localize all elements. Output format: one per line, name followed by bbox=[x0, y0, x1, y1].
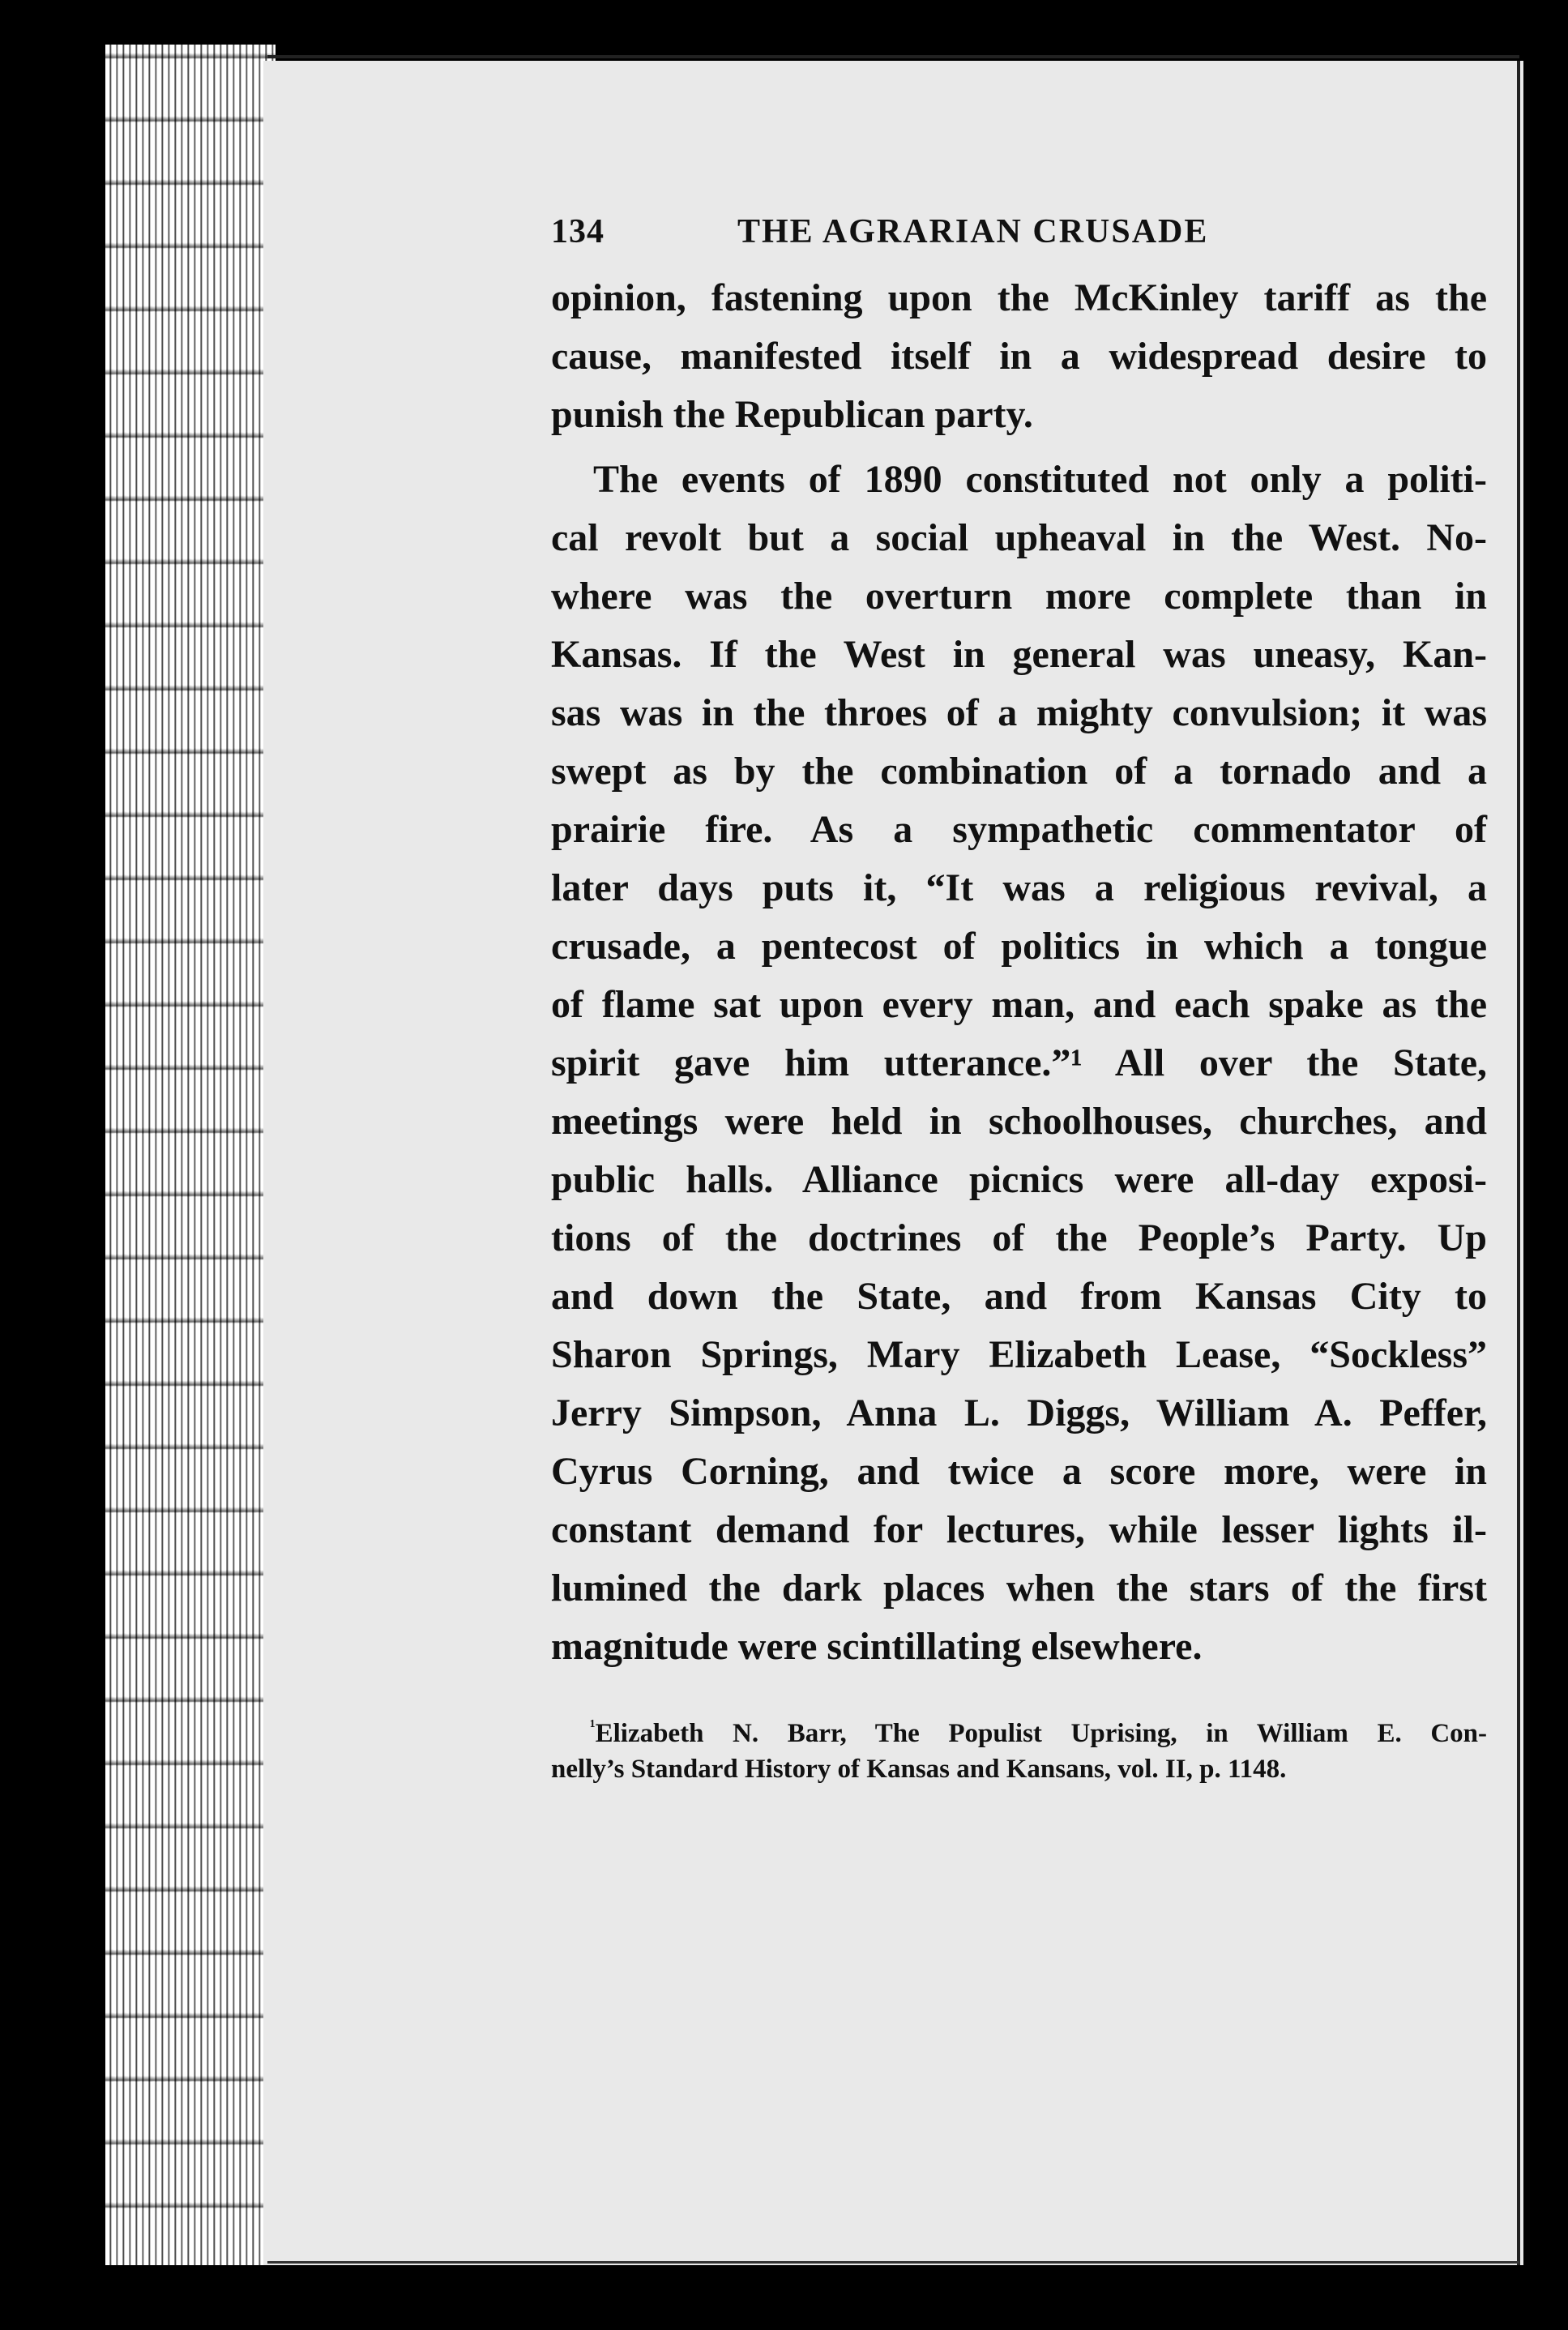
text-line: cal revolt but a social upheaval in the West. No- bbox=[551, 516, 1487, 559]
text-line: where was the overturn more complete than in bbox=[551, 575, 1487, 618]
footnote bbox=[551, 1708, 1487, 1787]
text-line: magnitude were scintillating elsewhere. bbox=[551, 1625, 1203, 1668]
text-line: prairie fire. As a sympathetic commentator of bbox=[551, 808, 1487, 851]
text-line: and down the State, and from Kansas City to bbox=[551, 1275, 1487, 1318]
text-line: Cyrus Corning, and twice a score more, were in bbox=[551, 1450, 1487, 1493]
text-line: crusade, a pentecost of politics in which a tongue bbox=[551, 925, 1487, 968]
footnote-marker: ¹ bbox=[590, 1716, 596, 1736]
text-line: swept as by the combination of a tornado and a bbox=[551, 750, 1487, 793]
text-line: cause, manifested itself in a widespread desire to bbox=[551, 335, 1487, 378]
text-line: punish the Republican party. bbox=[551, 393, 1033, 436]
running-head: THE AGRARIAN CRUSADE bbox=[737, 213, 1209, 250]
text-line: sas was in the throes of a mighty convulsion; it was bbox=[551, 691, 1487, 734]
text-line: tions of the doctrines of the People’s Party. Up bbox=[551, 1216, 1487, 1259]
page-right-border bbox=[1517, 61, 1520, 2265]
footnote-line: nelly’s Standard History of Kansas and Kansans, vol. II, p. 1148. bbox=[551, 1755, 1287, 1784]
text-line: Jerry Simpson, Anna L. Diggs, William A. Peffer, bbox=[551, 1392, 1487, 1434]
text-line: Kansas. If the West in general was uneasy, Kan- bbox=[551, 633, 1487, 676]
text-line: public halls. Alliance picnics were all-day exposi- bbox=[551, 1158, 1487, 1201]
text-line: meetings were held in schoolhouses, churches, and bbox=[551, 1100, 1487, 1143]
text-line: later days puts it, “It was a religious revival, a bbox=[551, 866, 1487, 909]
page-bottom-border bbox=[267, 2261, 1519, 2264]
book-page-edges bbox=[105, 45, 276, 2265]
footnote-text: Elizabeth N. Barr, The Populist Uprising, in William E. Con- bbox=[595, 1719, 1487, 1748]
page-top-border bbox=[267, 55, 1519, 58]
page-header bbox=[551, 212, 1487, 251]
page-text bbox=[551, 212, 1487, 1787]
footnote-line bbox=[551, 1708, 1487, 1751]
text-line: Sharon Springs, Mary Elizabeth Lease, “Sockless” bbox=[551, 1333, 1487, 1376]
text-line: constant demand for lectures, while lesser lights il- bbox=[551, 1508, 1487, 1551]
text-line: opinion, fastening upon the McKinley tariff as the bbox=[551, 276, 1487, 319]
page-number: 134 bbox=[551, 213, 605, 250]
text-line: of flame sat upon every man, and each spake as the bbox=[551, 983, 1487, 1026]
text-line: lumined the dark places when the stars of the first bbox=[551, 1567, 1487, 1610]
text-line: The events of 1890 constituted not only a politi- bbox=[593, 458, 1487, 501]
text-line: spirit gave him utterance.”¹ All over the State, bbox=[551, 1041, 1487, 1084]
